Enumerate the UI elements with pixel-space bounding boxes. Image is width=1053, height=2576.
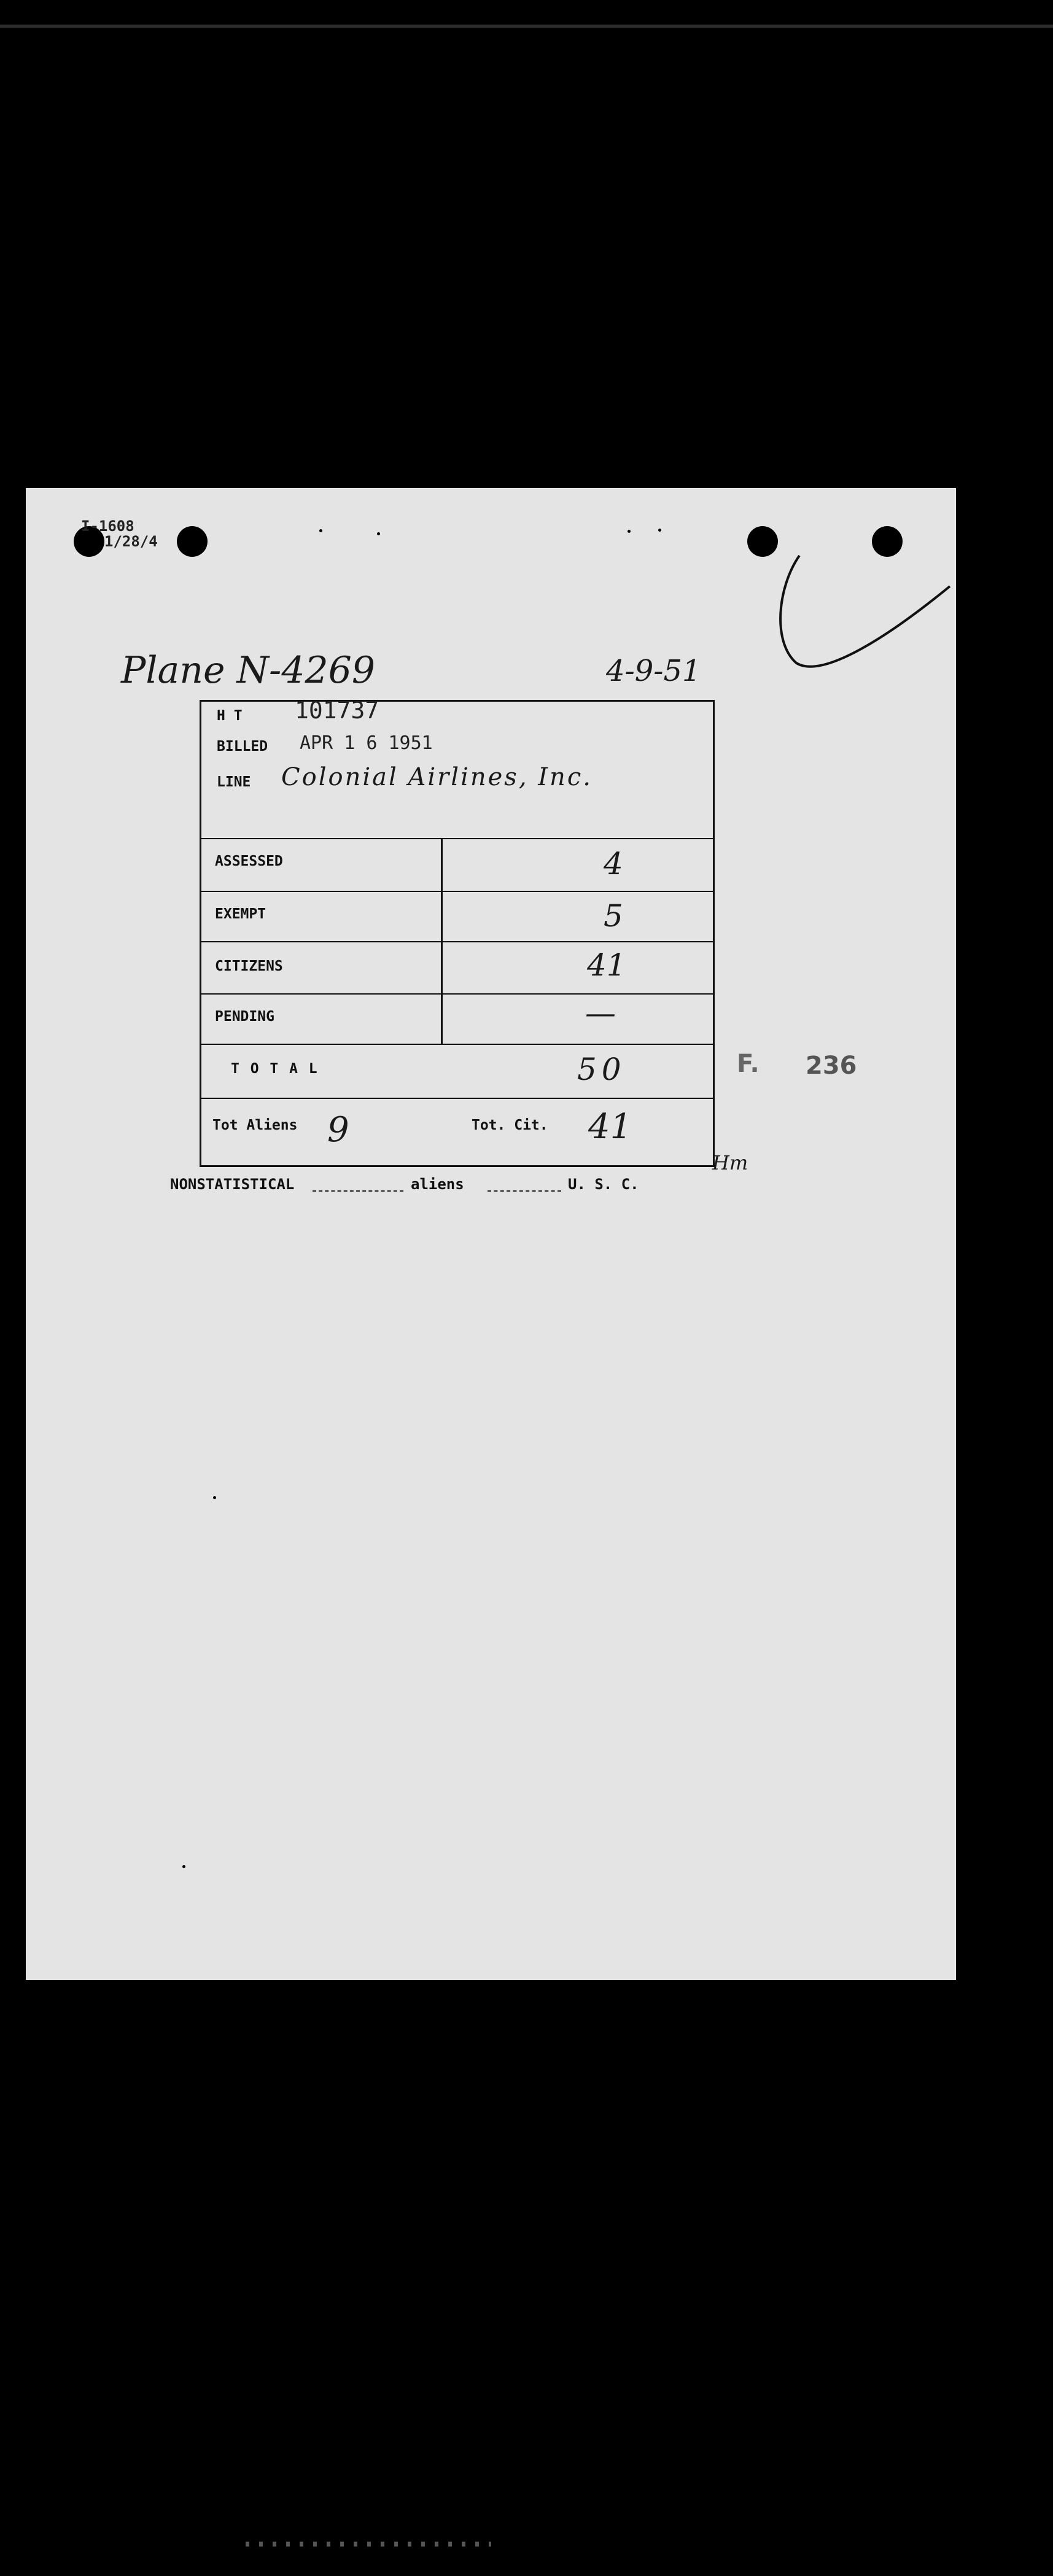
side-stamp-number: 236 <box>806 1052 857 1080</box>
column-divider <box>441 838 443 1044</box>
rule-6 <box>201 1098 713 1099</box>
speck <box>213 1496 216 1499</box>
ht-number: 101737 <box>295 697 379 724</box>
billed-label: BILLED <box>217 739 268 755</box>
exempt-value: 5 <box>604 898 623 934</box>
pending-label: PENDING <box>215 1009 274 1025</box>
citizens-label: CITIZENS <box>215 958 283 974</box>
speck <box>182 1865 185 1868</box>
tot-cit-value: 41 <box>588 1107 632 1147</box>
aliens-blank <box>488 1190 561 1192</box>
nonstat-blank <box>313 1190 403 1192</box>
line-value: Colonial Airlines, Inc. <box>281 763 593 791</box>
rule-3 <box>201 941 713 942</box>
form-reference <box>81 519 158 549</box>
assessed-value: 4 <box>604 846 623 882</box>
document-page <box>26 488 956 1980</box>
exempt-label: EXEMPT <box>215 906 266 922</box>
form-revision: 1/28/4 <box>104 533 158 551</box>
initials: Hm <box>712 1151 748 1174</box>
plane-number: Plane N-4269 <box>121 649 376 692</box>
line-label: LINE <box>217 774 251 790</box>
total-value: 50 <box>577 1052 626 1087</box>
speck <box>377 532 380 535</box>
bottom-scan-noise <box>246 2542 491 2547</box>
tot-aliens-label: Tot Aliens <box>212 1117 298 1133</box>
assessed-label: ASSESSED <box>215 853 283 869</box>
speck <box>628 530 631 533</box>
rule-1 <box>201 838 713 839</box>
rule-5 <box>201 1044 713 1045</box>
scanner-edge-line <box>0 25 1053 28</box>
pending-value: — <box>585 995 616 1031</box>
check-mark-stroke <box>772 549 956 691</box>
billed-date-stamp: APR 1 6 1951 <box>300 732 433 754</box>
handwritten-date: 4-9-51 <box>606 654 701 688</box>
speck <box>319 529 322 532</box>
punch-hole-left-2 <box>177 526 208 557</box>
tot-aliens-value: 9 <box>327 1110 349 1150</box>
side-stamp-prefix: F. <box>737 1050 760 1078</box>
aliens-label: aliens <box>411 1176 464 1193</box>
total-label: T O T A L <box>231 1061 319 1077</box>
ht-label: H T <box>217 708 243 724</box>
usc-label: U. S. C. <box>568 1176 639 1193</box>
footer-line <box>170 1176 692 1200</box>
form-number: I-1608 <box>81 518 134 535</box>
speck <box>658 529 661 532</box>
citizens-value: 41 <box>587 947 626 983</box>
tot-cit-label: Tot. Cit. <box>472 1117 548 1133</box>
nonstatistical-label: NONSTATISTICAL <box>170 1176 295 1193</box>
rule-2 <box>201 891 713 892</box>
record-box <box>200 697 715 1167</box>
rule-4 <box>201 993 713 995</box>
